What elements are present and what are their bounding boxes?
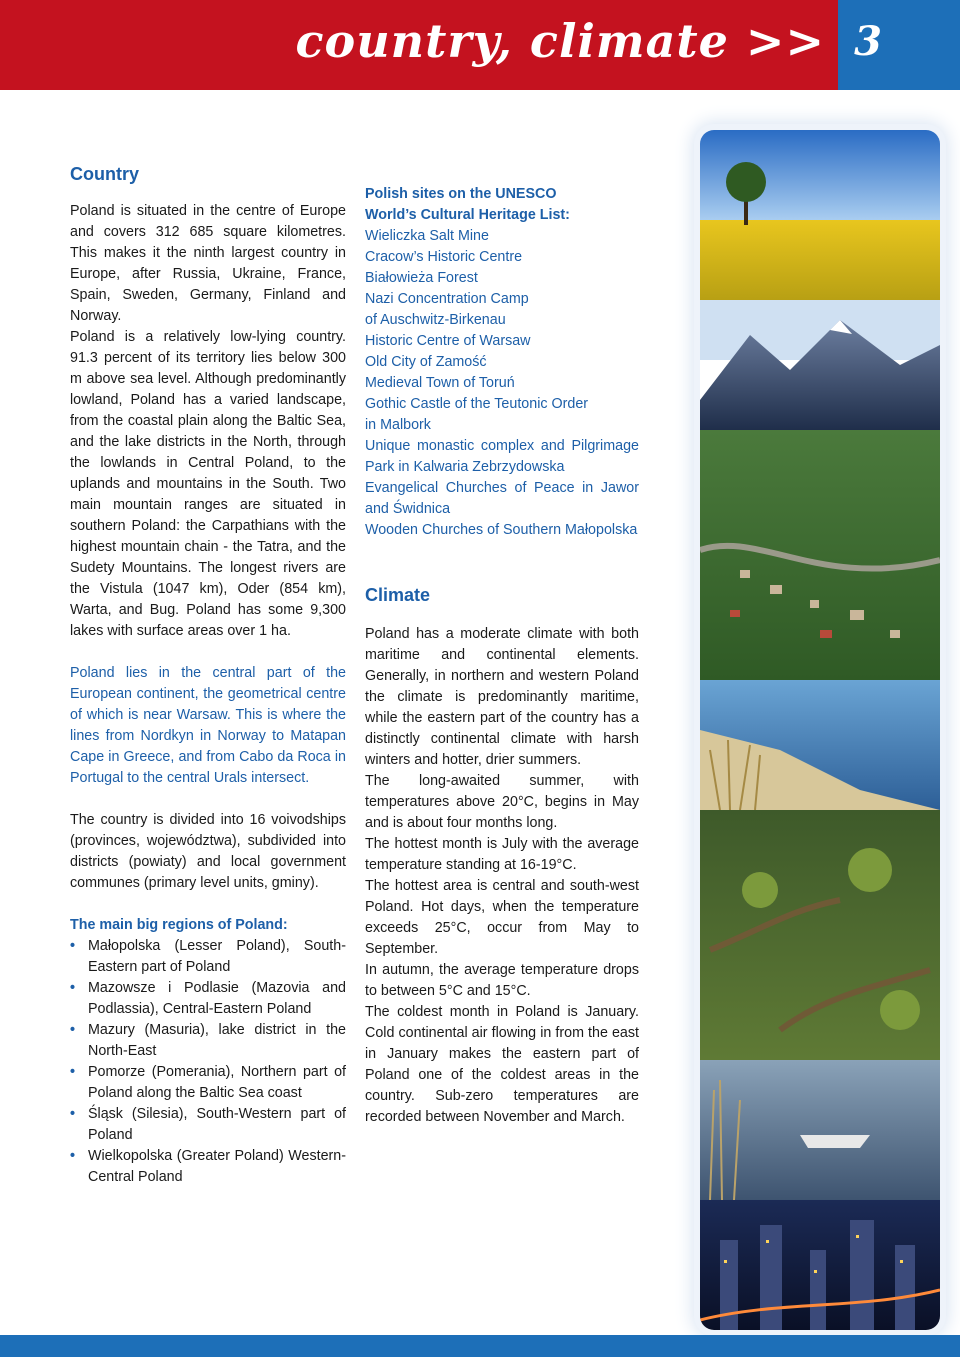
country-highlight: Poland lies in the central part of the European continent, the geometrical centre of which is near Warsaw. This is where the lines from Nordkyn in Norway to Matapan Cape in Greece, and from Cabo da Roca in Portugal to the central Urals intersect. — [70, 665, 346, 786]
photo-collage — [700, 130, 940, 1330]
list-item: • Mazury (Masuria), lake district in the North-East — [70, 1020, 346, 1062]
page-title: country, climate >> — [295, 14, 825, 68]
unesco-item: Cracow’s Historic Centre — [365, 249, 523, 265]
unesco-item: Historic Centre of Warsaw — [365, 333, 531, 349]
unesco-climate-column — [365, 184, 639, 1128]
climate-paragraph: The hottest area is central and south-west Poland. Hot days, when the temperature exceeds 25°C, occur from May to September. — [365, 878, 639, 957]
unesco-item: Unique monastic complex and Pilgrimage Park in Kalwaria Zebrzydowska — [365, 438, 639, 475]
climate-heading: Climate — [365, 585, 431, 605]
unesco-item: Evangelical Churches of Peace in Jawor and Świdnica — [365, 480, 639, 517]
page-number: 3 — [854, 18, 882, 65]
unesco-item: Nazi Concentration Camp — [365, 291, 529, 307]
unesco-item: in Malbork — [365, 417, 431, 433]
country-paragraph-3: The country is divided into 16 voivodships (provinces, województwa), subdivided into districts (powiaty) and local government communes (primary level units, gminy). — [70, 812, 346, 891]
country-column — [70, 160, 346, 1188]
regions-list — [70, 936, 346, 1188]
climate-paragraph: The long-awaited summer, with temperatures above 20°C, begins in May and is about four months long. — [365, 773, 639, 831]
unesco-item: Old City of Zamość — [365, 354, 487, 370]
regions-heading: The main big regions of Poland: — [70, 917, 288, 933]
climate-paragraph: The hottest month is July with the average temperature standing at 16-19°C. — [365, 836, 639, 873]
country-paragraph-1: Poland is situated in the centre of Europe and covers 312 685 square kilometres. This makes it the ninth largest country in Europe, after Russia, Ukraine, France, Spain, Sweden, Germany, Finland and Norway. — [70, 203, 346, 324]
list-item: • Małopolska (Lesser Poland), South-Eastern part of Poland — [70, 936, 346, 978]
photo-strip — [700, 130, 940, 1330]
unesco-heading-1: Polish sites on the UNESCO — [365, 186, 557, 202]
unesco-item: Wooden Churches of Southern Małopolska — [365, 522, 638, 538]
unesco-item: Gothic Castle of the Teutonic Order — [365, 396, 589, 412]
unesco-item: of Auschwitz-Birkenau — [365, 312, 506, 328]
list-item: • Pomorze (Pomerania), Northern part of Poland along the Baltic Sea coast — [70, 1062, 346, 1104]
climate-paragraph: The coldest month in Poland is January. Cold continental air flowing in from the east in January makes the eastern part of Poland one of the coldest areas in the country. Sub-zero temperatures are recorded between November and March. — [365, 1004, 639, 1125]
list-item: • Wielkopolska (Greater Poland) Western-Central Poland — [70, 1146, 346, 1188]
unesco-heading-2: World’s Cultural Heritage List: — [365, 207, 570, 223]
list-item: • Mazowsze i Podlasie (Mazovia and Podlassia), Central-Eastern Poland — [70, 978, 346, 1020]
unesco-item: Białowieża Forest — [365, 270, 478, 286]
country-paragraph-2: Poland is a relatively low-lying country. 91.3 percent of its territory lies below 300 m above sea level. Although predominantly lowland, Poland has a varied landscape, from the coastal plain along the Baltic Sea, and the lake districts in the North, through the lowlands in Central Poland, to the uplands and mountains in the South. Two main mountain ranges are situated in southern Poland: the Carpathians with the highest mountain chain - the Tatra, and the Sudety Mountains. The longest rivers are the Vistula (1047 km), Oder (854 km), Warta, and Bug. Poland has some 9,300 lakes with surface areas over 1 ha. — [70, 329, 346, 639]
climate-paragraph: Poland has a moderate climate with both maritime and continental elements. Generally, in northern and western Poland the climate is predominantly maritime, while the eastern part of the country has a distinctly continental climate with harsh winters and hotter, drier summers. — [365, 626, 639, 768]
country-heading: Country — [70, 164, 139, 184]
unesco-item: Wieliczka Salt Mine — [365, 228, 489, 244]
unesco-item: Medieval Town of Toruń — [365, 375, 515, 391]
footer-bar — [0, 1335, 960, 1357]
climate-paragraph: In autumn, the average temperature drops to between 5°C and 15°C. — [365, 962, 639, 999]
photo-collage-image — [700, 130, 940, 1330]
list-item: • Śląsk (Silesia), South-Western part of Poland — [70, 1104, 346, 1146]
